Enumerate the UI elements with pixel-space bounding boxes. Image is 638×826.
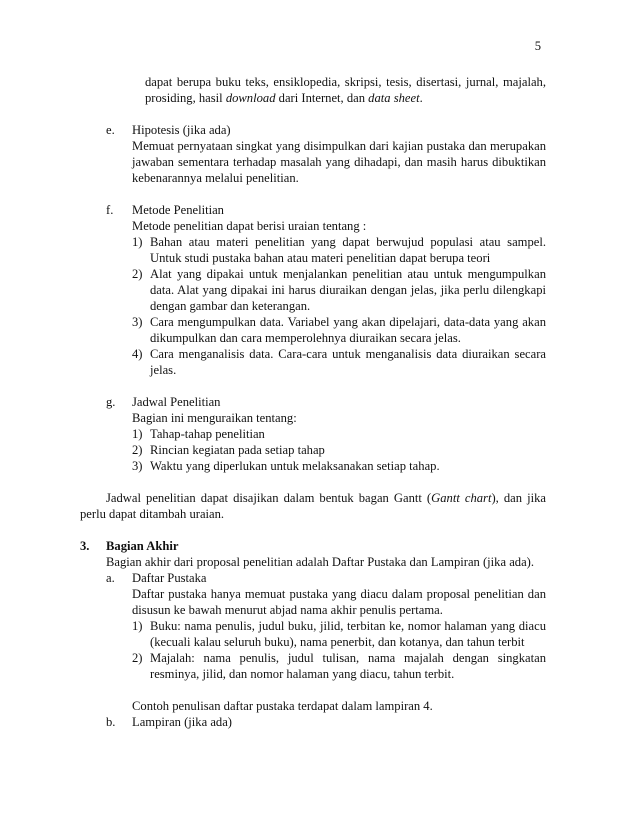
list-item-line: Bahan atau materi penelitian yang dapat berwujud populasi atau sampel. — [150, 235, 546, 249]
list-item-line: jelas. — [150, 363, 177, 377]
section-f-intro: Metode penelitian dapat berisi uraian tentang : — [132, 219, 367, 233]
section-3b-title: Lampiran (jika ada) — [132, 715, 232, 729]
section-f-title: Metode Penelitian — [132, 203, 224, 217]
section-3-marker: 3. — [80, 539, 90, 553]
list-item-line: Cara mengumpulkan data. Variabel yang akan dipelajari, data-data yang akan — [150, 315, 546, 329]
list-item-line: data. Alat yang dipakai ini harus diuraikan dengan jelas, jika perlu dilengkapi — [150, 283, 546, 297]
section-g-title: Jadwal Penelitian — [132, 395, 221, 409]
list-marker: 2) — [132, 267, 143, 281]
section-e-line-3: kebenarannya melalui penelitian. — [132, 171, 299, 185]
list-marker: 1) — [132, 619, 143, 633]
list-item-line: Waktu yang diperlukan untuk melaksanakan setiap tahap. — [150, 459, 440, 473]
section-e-line-1: Memuat pernyataan singkat yang disimpulkan dari kajian pustaka dan merupakan — [132, 139, 546, 153]
list-marker: 1) — [132, 427, 143, 441]
section-e-line-2: jawaban sementara terhadap masalah yang dihadapi, dan masih harus dibuktikan — [132, 155, 546, 169]
continuation-line-1: dapat berupa buku teks, ensiklopedia, skripsi, tesis, disertasi, jurnal, majalah, — [145, 75, 546, 89]
text-run: . — [419, 91, 423, 105]
list-marker: 2) — [132, 443, 143, 457]
section-3a-line-2: disusun ke bawah menurut abjad nama akhir penulis pertama. — [132, 603, 443, 617]
italic-term-download: download — [225, 91, 276, 105]
section-g-intro: Bagian ini menguraikan tentang: — [132, 411, 297, 425]
list-marker: 3) — [132, 315, 143, 329]
section-3-title: Bagian Akhir — [106, 539, 179, 553]
list-marker: 4) — [132, 347, 143, 361]
text-run: Jadwal penelitian dapat disajikan dalam bentuk bagan Gantt ( — [106, 491, 432, 505]
list-item-line: Tahap-tahap penelitian — [150, 427, 265, 441]
section-e-marker: e. — [106, 123, 115, 137]
list-marker: 2) — [132, 651, 143, 665]
gantt-paragraph-line-2: perlu dapat ditambah uraian. — [80, 507, 225, 521]
list-item-line: dengan gambar dan keterangan. — [150, 299, 311, 313]
italic-term-data-sheet: data sheet — [368, 91, 420, 105]
section-3a-marker: a. — [106, 571, 115, 585]
list-item-line: Buku: nama penulis, judul buku, jilid, terbitan ke, nomor halaman yang diacu — [150, 619, 546, 633]
list-item-line: dikumpulkan dan cara memperolehnya diuraikan secara jelas. — [150, 331, 461, 345]
italic-term-gantt-chart: Gantt chart — [431, 491, 492, 505]
text-run: ), dan jika — [491, 491, 546, 505]
list-item-line: Alat yang dipakai untuk menjalankan penelitian atau untuk mengumpulkan — [150, 267, 546, 281]
section-e-title: Hipotesis (jika ada) — [132, 123, 231, 137]
gantt-paragraph-line-1 — [106, 490, 546, 506]
section-g-marker: g. — [106, 395, 116, 409]
list-item-line: (kecuali kalau seluruh buku), nama penerbit, dan kotanya, dan tahun terbit — [150, 635, 525, 649]
text-run: prosiding, hasil — [145, 91, 226, 105]
section-3a-line-1: Daftar pustaka hanya memuat pustaka yang diacu dalam proposal penelitian dan — [132, 587, 546, 601]
section-f-marker: f. — [106, 203, 114, 217]
list-marker: 1) — [132, 235, 143, 249]
list-item-line: Rincian kegiatan pada setiap tahap — [150, 443, 325, 457]
text-run: dari Internet, dan — [275, 91, 369, 105]
list-item-line: Untuk studi pustaka bahan atau materi penelitian dapat berupa teori — [150, 251, 491, 265]
section-3a-title: Daftar Pustaka — [132, 571, 207, 585]
continuation-line-2 — [145, 90, 546, 106]
list-marker: 3) — [132, 459, 143, 473]
section-3-intro: Bagian akhir dari proposal penelitian adalah Daftar Pustaka dan Lampiran (jika ada). — [106, 555, 535, 569]
list-item-line: Majalah: nama penulis, judul tulisan, nama majalah dengan singkatan — [150, 651, 546, 665]
section-3a-example: Contoh penulisan daftar pustaka terdapat dalam lampiran 4. — [132, 699, 433, 713]
page-number: 5 — [534, 39, 541, 53]
list-item-line: resminya, jilid, dan nomor halaman yang diacu, tahun terbit. — [150, 667, 455, 681]
section-3b-marker: b. — [106, 715, 116, 729]
list-item-line: Cara menganalisis data. Cara-cara untuk menganalisis data diuraikan secara — [150, 347, 546, 361]
